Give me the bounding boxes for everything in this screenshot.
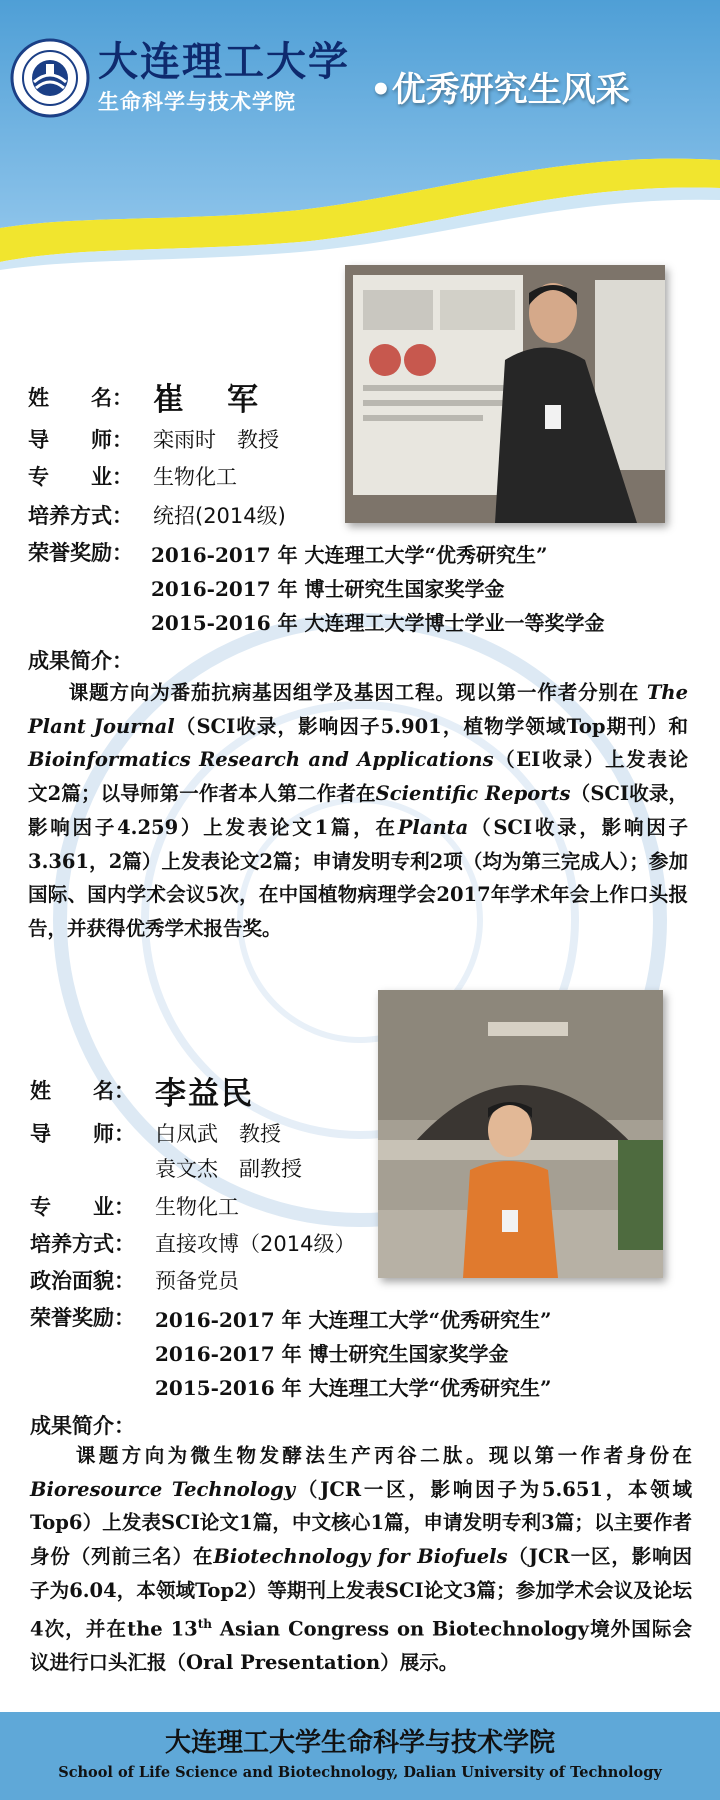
student1-advisor-label: 导 师： [28,428,133,452]
student1-honor: 2016-2017 年 博士研究生国家奖学金 [151,577,505,601]
university-seal-logo [10,38,90,118]
student1-honor: 2016-2017 年 大连理工大学“优秀研究生” [151,543,548,567]
student1-summary: 课题方向为番茄抗病基因组学及基因工程。现以第一作者分别在 The Plant Journal（SCI收录，影响因子5.901，植物学领域Top期刊）和Bioinformatics Research and Applications（EI收录）上发表论文2篇；以导师第一作者本人第二作者在Scientific Reports（SCI收录，影响因子4.259）上发表论文1篇，在Planta（SCI收录，影响因子3.361，2篇）上发表论文2篇；申请发明专利2项（均为第三完成人）；参加国际、国内学术会议5次，在中国植物病理学会2017年学术年会上作口头报告，并获得优秀学术报告奖。 [28,681,688,940]
university-name: 大连理工大学 [98,38,350,85]
student2-political: 预备党员 [155,1269,239,1293]
student2-major: 生物化工 [155,1195,239,1219]
student1-honors-label: 荣誉奖励： [28,541,133,565]
student1-summary-label: 成果简介： [28,649,133,673]
student2-major-label: 专 业： [30,1195,135,1219]
student2-honor: 2016-2017 年 博士研究生国家奖学金 [155,1342,509,1366]
student1-honor: 2015-2016 年 大连理工大学博士学业一等奖学金 [151,611,605,635]
student2-summary-label: 成果简介： [30,1414,135,1438]
student1-name: 崔 军 [153,382,264,418]
student2-advisor: 白凤武 教授 [155,1122,281,1146]
student2-summary: 课题方向为微生物发酵法生产丙谷二肽。现以第一作者身份在Bioresource Technology（JCR一区，影响因子为5.651，本领域Top6）上发表SCI论文1篇，中文核心1篇，申请发明专利3篇；以主要作者身份（列前三名）在Biotechnology for Biofuels（JCR一区，影响因子为6.04，本领域Top2）等期刊上发表SCI论文3篇；参加学术会议及论坛4次，并在the 13th Asian Congress on Biotechnology境外国际会议进行口头汇报（Oral Presentation）展示。 [30,1444,693,1674]
student2-mode: 直接攻博（2014级） [155,1232,356,1256]
student2-advisor: 袁文杰 副教授 [155,1157,302,1181]
footer-college-cn: 大连理工大学生命科学与技术学院 [164,1728,555,1758]
student1-name-label: 姓 名： [28,386,133,410]
student1-major-label: 专 业： [28,465,133,489]
student2-name-label: 姓 名： [30,1079,135,1103]
header [0,0,720,270]
student1-mode-label: 培养方式： [28,504,133,528]
student2-honor: 2016-2017 年 大连理工大学“优秀研究生” [155,1308,552,1332]
student2-mode-label: 培养方式： [30,1232,135,1256]
student1-major: 生物化工 [153,465,237,489]
student1-photo [345,265,665,523]
footer [0,1712,720,1800]
student2-photo [378,990,663,1278]
student2-honor: 2015-2016 年 大连理工大学“优秀研究生” [155,1376,552,1400]
section-banner: •优秀研究生风采 [370,70,630,110]
student2-name: 李益民 [155,1076,254,1112]
student1-advisor: 栾雨时 教授 [153,428,279,452]
student2-political-label: 政治面貌： [30,1269,135,1293]
footer-college-en: School of Life Science and Biotechnology, Dalian University of Technology [58,1764,662,1781]
student1-mode: 统招(2014级) [153,504,286,528]
student2-honors-label: 荣誉奖励： [30,1306,135,1330]
student2-advisor-label: 导 师： [30,1122,135,1146]
college-name: 生命科学与技术学院 [98,90,296,114]
